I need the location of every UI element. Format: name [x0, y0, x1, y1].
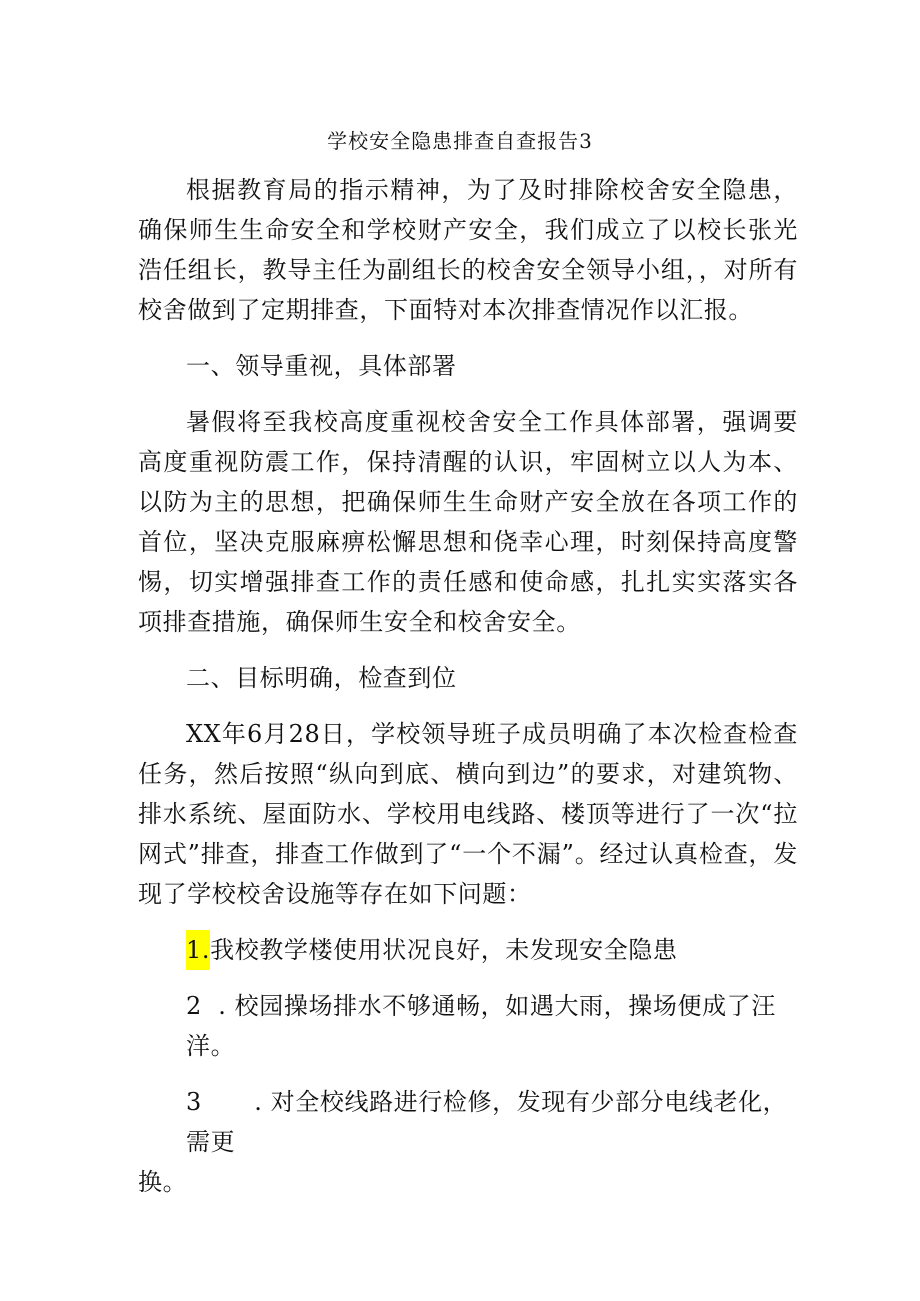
section-1-paragraph: 暑假将至我校高度重视校舍安全工作具体部署，强调要高度重视防震工作，保持清醒的认识，牢固树立以人为本、以防为主的思想，把确保师生生命财产安全放在各项工作的首位，坚决克服麻痹松懈思想和侥幸心理，时刻保持高度警惕，切实增强排查工作的责任感和使命感，扎扎实实落实各项排查措施，确保师生安全和校舍安全。 [138, 408, 798, 636]
section-2-paragraph: XX年6月28日，学校领导班子成员明确了本次检查检查任务，然后按照“纵向到底、横向到边”的要求，对建筑物、排水系统、屋面防水、学校用电线路、楼顶等进行了一次“拉网式”排查，排查工作做到了“一个不漏”。经过认真检查，发现了学校校舍设施等存在如下问题： [138, 720, 798, 908]
list-item-1-text: 我校教学楼使用状况良好，未发现安全隐患 [210, 936, 678, 964]
list-item-1-number: 1. [186, 930, 210, 970]
list-item-3 [138, 1082, 798, 1162]
list-item-2-text: . 校园操场排水不够通畅，如遇大雨，操场便成了汪洋。 [186, 992, 776, 1060]
document-title: 学校安全隐患排查自查报告3 [327, 129, 593, 153]
list-item-3-number: 3 [186, 1088, 202, 1116]
section-2-heading: 二、目标明确，检查到位 [186, 664, 457, 692]
intro-paragraph: 根据教育局的指示精神，为了及时排除校舍安全隐患，确保师生生命安全和学校财产安全，我们成立了以校长张光浩任组长，教导主任为副组长的校舍安全领导小组，，对所有校舍做到了定期排查，下面特对本次排查情况作以汇报。 [138, 176, 798, 324]
list-item-3-continuation: 换。 [138, 1168, 188, 1196]
list-item-1 [138, 930, 798, 970]
list-item-2 [138, 986, 798, 1066]
list-item-2-number: 2 [186, 992, 202, 1020]
document-body [138, 170, 798, 1202]
section-1-heading: 一、领导重视，具体部署 [186, 352, 457, 380]
list-item-3-text: . 对全校线路进行检修，发现有少部分电线老化，需更 [186, 1088, 788, 1156]
